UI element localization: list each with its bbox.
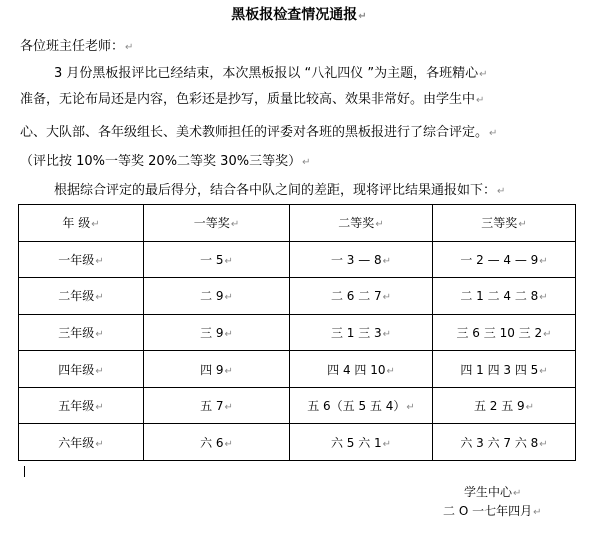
table-cell: 四 1 四 3 四 5↵ xyxy=(433,351,576,388)
table-cell: 一 2 — 4 — 9↵ xyxy=(433,241,576,278)
table-cell: 一年级↵ xyxy=(19,241,144,278)
table-cell: 二年级↵ xyxy=(19,278,144,315)
paragraph-2: 根据综合评定的最后得分，结合各中队之间的差距，现将评比结果通报如下：↵ xyxy=(54,183,506,198)
table-row xyxy=(19,314,576,351)
table-row xyxy=(19,387,576,424)
table-cell: 四 4 四 10↵ xyxy=(290,351,433,388)
table-cell: 三 9↵ xyxy=(144,314,290,351)
text-cursor xyxy=(24,466,25,477)
table-row xyxy=(19,241,576,278)
table-cell: 一 5↵ xyxy=(144,241,290,278)
table-header-row xyxy=(19,205,576,242)
table-cell: 一 3 — 8↵ xyxy=(290,241,433,278)
table-cell: 五 2 五 9↵ xyxy=(433,387,576,424)
table-cell: 六 5 六 1↵ xyxy=(290,424,433,461)
table-cell: 五 6（五 5 五 4）↵ xyxy=(290,387,433,424)
table-cell: 六 6↵ xyxy=(144,424,290,461)
table-cell: 六 3 六 7 六 8↵ xyxy=(433,424,576,461)
table-row xyxy=(19,278,576,315)
table-cell: 四年级↵ xyxy=(19,351,144,388)
paragraph-line-3: 心、大队部、各年级组长、美术教师担任的评委对各班的黑板报进行了综合评定。↵ xyxy=(20,125,498,140)
table-cell: 六年级↵ xyxy=(19,424,144,461)
paragraph-line-2: 准备，无论布局还是内容，色彩还是抄写，质量比较高、效果非常好。由学生中↵ xyxy=(20,92,485,107)
paragraph-line-4: （评比按 10%一等奖 20%二等奖 30%三等奖）↵ xyxy=(20,154,311,169)
header-grade: 年 级↵ xyxy=(19,205,144,242)
table-cell: 三 6 三 10 三 2↵ xyxy=(433,314,576,351)
header-third-prize: 三等奖↵ xyxy=(433,205,576,242)
table-row xyxy=(19,424,576,461)
table-cell: 二 1 二 4 二 8↵ xyxy=(433,278,576,315)
header-second-prize: 二等奖↵ xyxy=(290,205,433,242)
table-cell: 五 7↵ xyxy=(144,387,290,424)
header-first-prize: 一等奖↵ xyxy=(144,205,290,242)
table-cell: 二 9↵ xyxy=(144,278,290,315)
table-cell: 二 6 二 7↵ xyxy=(290,278,433,315)
table-row xyxy=(19,351,576,388)
salutation: 各位班主任老师：↵ xyxy=(20,39,134,54)
signature-org: 学生中心↵ xyxy=(464,485,522,499)
award-table xyxy=(18,204,576,461)
table-cell: 五年级↵ xyxy=(19,387,144,424)
table-cell: 四 9↵ xyxy=(144,351,290,388)
signature-date: 二 O 一七年四月↵ xyxy=(443,504,542,518)
table-cell: 三 1 三 3↵ xyxy=(290,314,433,351)
document-title: 黑板报检查情况通报↵ xyxy=(231,7,367,23)
paragraph-line-1: 3 月份黑板报评比已经结束，本次黑板报以 “八礼四仪 ”为主题，各班精心↵ xyxy=(54,66,488,81)
table-cell: 三年级↵ xyxy=(19,314,144,351)
